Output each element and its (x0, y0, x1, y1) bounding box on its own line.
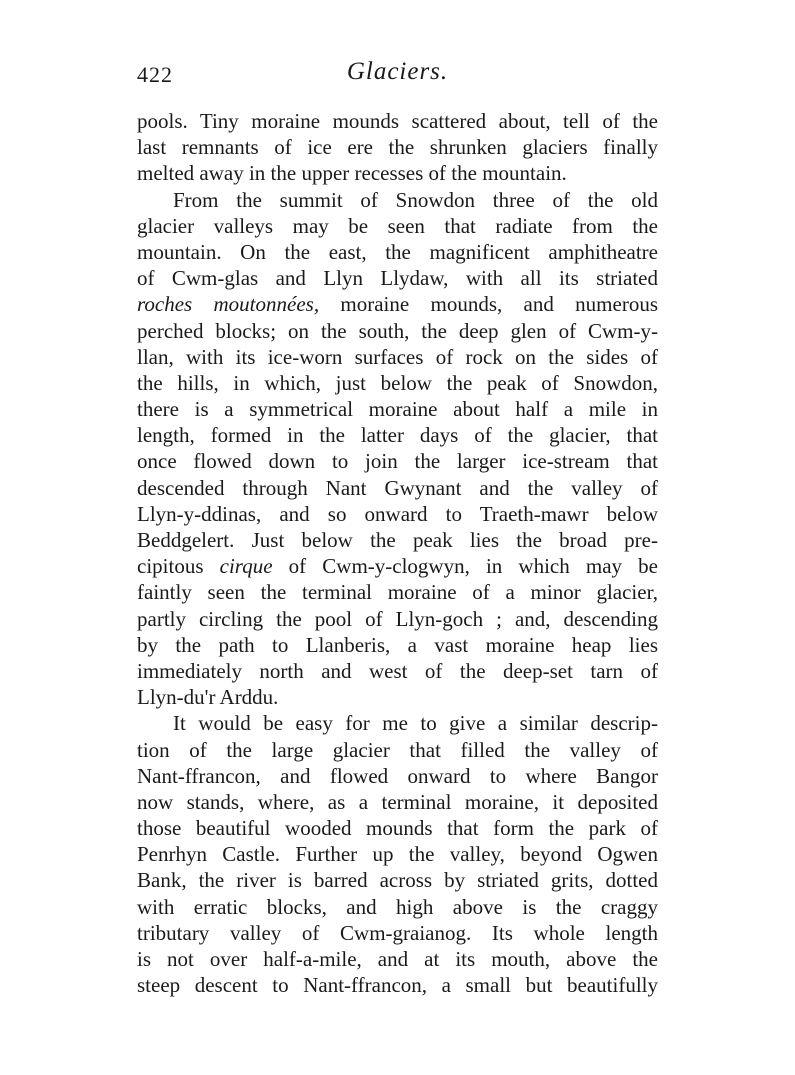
text-line (137, 553, 658, 579)
text-line: pools. Tiny moraine mounds scattered about, tell of the (137, 109, 658, 133)
text-line: Nant-ffrancon, and flowed onward to where Bangor (137, 763, 658, 788)
running-title: Glaciers. (346, 58, 449, 85)
text-line: those beautiful wooded mounds that form the park of (137, 816, 658, 841)
text-line (137, 291, 658, 317)
text-line: Bank, the river is barred across by striated grits, dotted (137, 868, 658, 893)
text-line: of Cwm-glas and Llyn Llydaw, with all its striated (137, 266, 658, 291)
text-line: tion of the large glacier that filled the valley of (137, 737, 658, 762)
body-text (137, 108, 658, 998)
running-head (137, 58, 658, 92)
text-line: once flowed down to join the larger ice-stream that (137, 449, 658, 474)
text-line: immediately north and west of the deep-set tarn of (137, 658, 658, 683)
text-line: descended through Nant Gwynant and the valley of (137, 475, 658, 500)
text-line: partly circling the pool of Llyn-goch ; and, descending (137, 606, 658, 631)
text-line: melted away in the upper recesses of the mountain. (137, 161, 567, 186)
text-line: by the path to Llanberis, a vast moraine heap lies (137, 632, 658, 657)
text-line: Beddgelert. Just below the peak lies the broad pre- (137, 528, 658, 552)
text-line: glacier valleys may be seen that radiate from the (137, 213, 658, 238)
text-line: Penrhyn Castle. Further up the valley, beyond Ogwen (137, 842, 658, 867)
text-line: steep descent to Nant-ffrancon, a small but beautifully (137, 973, 658, 998)
text-line: tributary valley of Cwm-graianog. Its whole length (137, 920, 658, 945)
text-run: of Cwm-y-clogwyn, in which may be (272, 554, 658, 579)
text-line: with erratic blocks, and high above is the craggy (137, 894, 658, 919)
text-line: faintly seen the terminal moraine of a minor glacier, (137, 580, 658, 605)
text-line: mountain. On the east, the magnificent amphitheatre (137, 239, 658, 264)
text-line: It would be easy for me to give a similar descrip- (173, 711, 658, 736)
text-line: From the summit of Snowdon three of the old (173, 187, 658, 212)
text-line: Llyn-du'r Arddu. (137, 685, 279, 710)
text-line: perched blocks; on the south, the deep glen of Cwm-y- (137, 318, 658, 343)
text-line: the hills, in which, just below the peak of Snowdon, (137, 370, 658, 395)
italic-phrase: cirque (219, 554, 273, 579)
text-run: cipitous (137, 554, 220, 579)
text-line: llan, with its ice-worn surfaces of rock on the sides of (137, 344, 658, 369)
text-run: moraine mounds, and numerous (319, 292, 658, 317)
text-line: now stands, where, as a terminal moraine, it deposited (137, 789, 658, 814)
text-line: last remnants of ice ere the shrunken glaciers finally (137, 135, 658, 160)
text-line: is not over half-a-mile, and at its mouth, above the (137, 947, 658, 971)
page-number: 422 (137, 62, 173, 87)
text-line: there is a symmetrical moraine about half a mile in (137, 397, 658, 422)
italic-phrase: roches moutonnées, (137, 292, 320, 317)
text-line: Llyn-y-ddinas, and so onward to Traeth-mawr below (137, 501, 658, 526)
text-line: length, formed in the latter days of the glacier, that (137, 423, 658, 448)
